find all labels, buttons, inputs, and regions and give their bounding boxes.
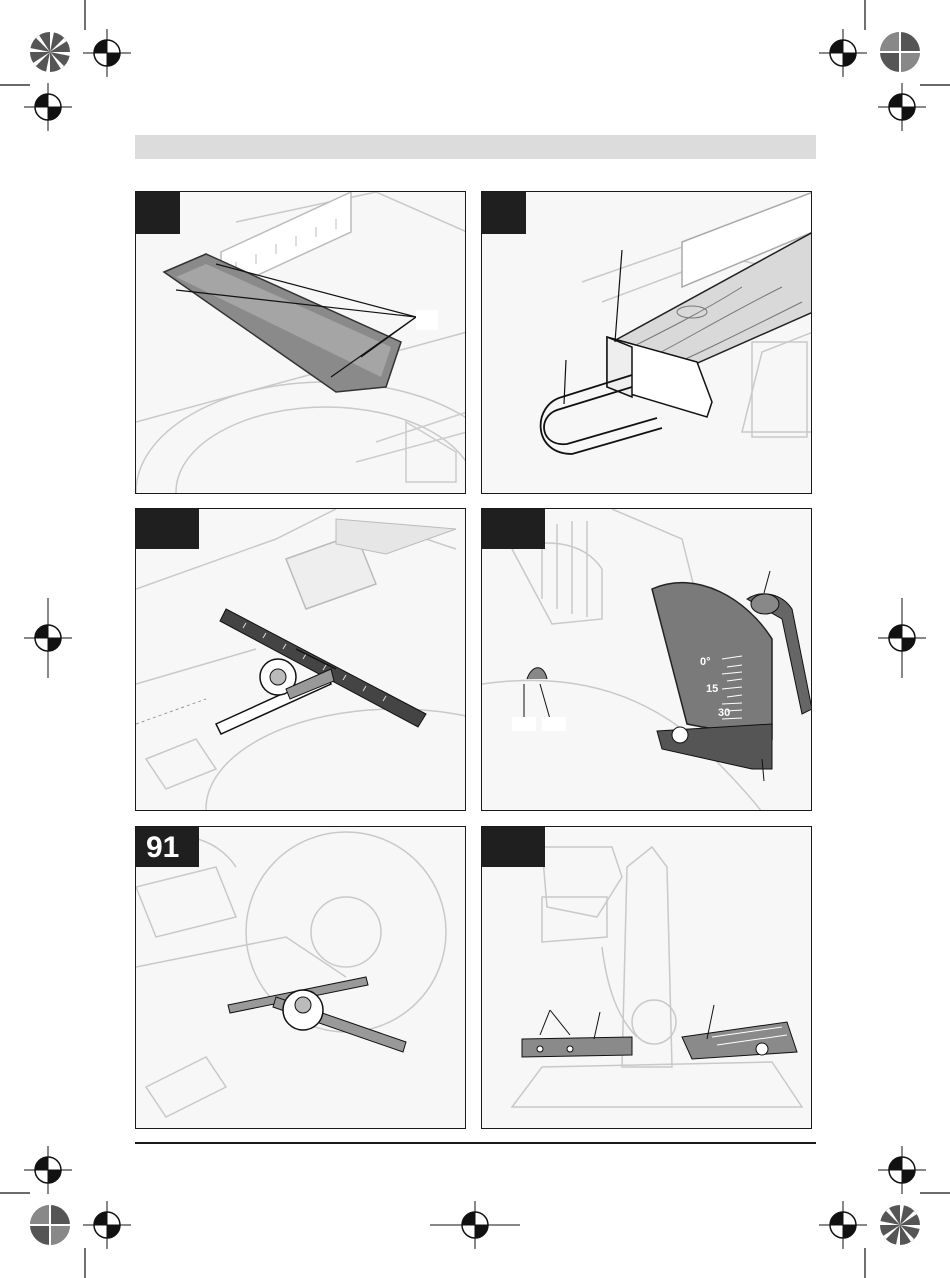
scale-tick-30: 30 [718, 707, 731, 719]
figure-panel-d [481, 508, 812, 811]
miter-saw-side-view-icon [482, 827, 812, 1129]
figure-tab-f [482, 827, 545, 867]
figure-panel-f [481, 826, 812, 1129]
scale-tick-15: 15 [706, 683, 719, 695]
figure-panel-c [135, 508, 466, 811]
figure-tab-c [136, 509, 199, 549]
bevel-gauge-on-fence-icon [136, 509, 466, 811]
bevel-scale-icon [482, 509, 812, 811]
figure-panel-e [135, 826, 466, 1129]
saw-table-insert-icon [136, 192, 466, 494]
scale-tick-0: 0° [700, 656, 711, 668]
figure-tab-d [482, 509, 545, 549]
footer-rule [135, 1142, 816, 1144]
figure-panel-b [481, 191, 812, 494]
figure-tab-b [482, 192, 526, 234]
workpiece-support-icon [482, 192, 812, 494]
header-bar [135, 135, 816, 159]
square-on-blade-icon [136, 827, 466, 1129]
figure-tab-a [136, 192, 180, 234]
figure-panel-a [135, 191, 466, 494]
figure-tab-e: 91 [136, 827, 199, 867]
